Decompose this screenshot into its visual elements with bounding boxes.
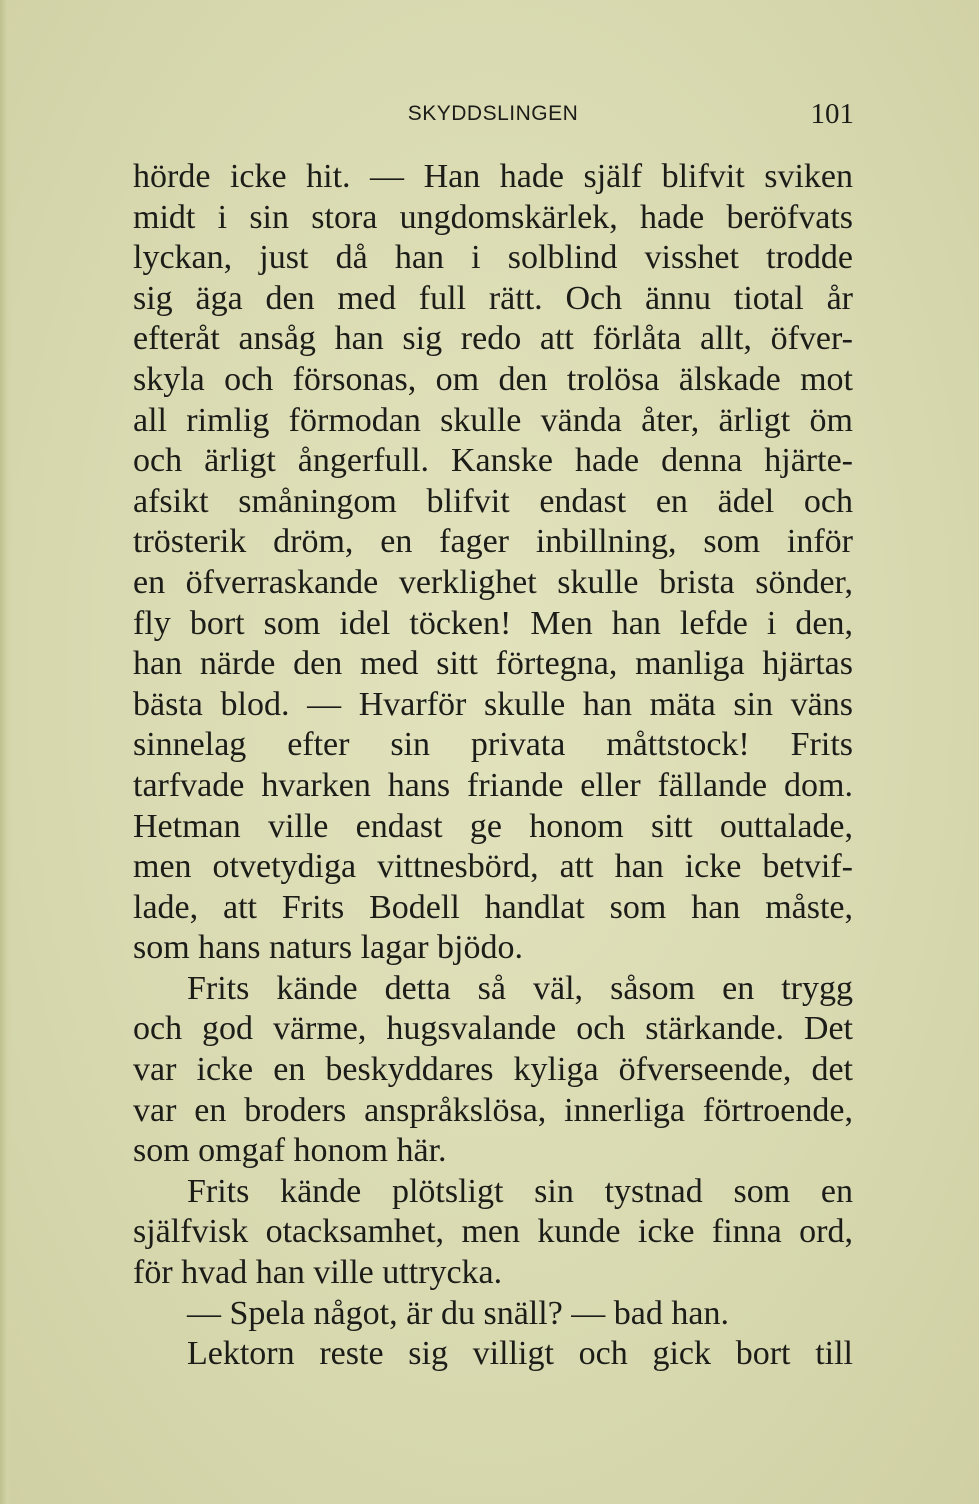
text-line: var icke en beskyddares kyliga öfverseende, det: [133, 1051, 853, 1089]
text-line: lyckan, just då han i solblind visshet trodde: [133, 239, 853, 277]
text-line: skyla och försonas, om den trolösa älskade mot: [133, 360, 853, 398]
text-line: tarfvade hvarken hans friande eller fällande dom.: [133, 766, 853, 804]
text-line: fly bort som idel töcken! Men han lefde i den,: [133, 604, 853, 642]
body-text: [133, 157, 853, 1375]
paragraph-end-line: som omgaf honom här.: [133, 1132, 447, 1170]
text-line: all rimlig förmodan skulle vända åter, ärligt öm: [133, 401, 853, 439]
text-line: bästa blod. — Hvarför skulle han mäta sin väns: [133, 685, 853, 723]
page-edge-shadow: [0, 0, 12, 1504]
text-line: sinnelag efter sin privata måttstock! Frits: [133, 726, 853, 764]
text-line: sig äga den med full rätt. Och ännu tiotal år: [133, 279, 853, 317]
paragraph-start-line: Lektorn reste sig villigt och gick bort till: [187, 1335, 853, 1373]
paragraph-start-line: Frits kände plötsligt sin tystnad som en: [187, 1172, 853, 1210]
paragraph-start-line: Frits kände detta så väl, såsom en trygg: [187, 969, 853, 1007]
dialogue-line: — Spela något, är du snäll? — bad han.: [187, 1294, 729, 1332]
text-line: var en broders anspråkslösa, innerliga förtroende,: [133, 1091, 853, 1129]
text-line: efteråt ansåg han sig redo att förlåta allt, öfver-: [133, 320, 853, 358]
text-line: lade, att Frits Bodell handlat som han måste,: [133, 888, 853, 926]
text-line: Hetman ville endast ge honom sitt outtalade,: [133, 807, 853, 845]
text-line: men otvetydiga vittnesbörd, att han icke betvif-: [133, 848, 853, 886]
running-title: SKYDDSLINGEN: [407, 102, 579, 125]
running-header: [132, 98, 854, 134]
text-line: trösterik dröm, en fager inbillning, som inför: [133, 523, 853, 561]
text-line: hörde icke hit. — Han hade själf blifvit sviken: [133, 158, 853, 195]
text-line: och ärligt ångerfull. Kanske hade denna hjärte-: [133, 442, 853, 480]
text-line: afsikt småningom blifvit endast en ädel och: [133, 482, 853, 520]
text-line: midt i sin stora ungdomskärlek, hade beröfvats: [133, 198, 853, 236]
text-line: en öfverraskande verklighet skulle brista sönder,: [133, 563, 853, 601]
page-number: 101: [810, 98, 854, 130]
text-line: han närde den med sitt förtegna, manliga hjärtas: [133, 645, 853, 683]
paragraph-end-line: för hvad han ville uttrycka.: [133, 1254, 503, 1292]
text-line: och god värme, hugsvalande och stärkande. Det: [133, 1010, 853, 1048]
paragraph-end-line: som hans naturs lagar bjödo.: [133, 929, 523, 967]
text-line: själfvisk otacksamhet, men kunde icke finna ord,: [133, 1213, 853, 1251]
